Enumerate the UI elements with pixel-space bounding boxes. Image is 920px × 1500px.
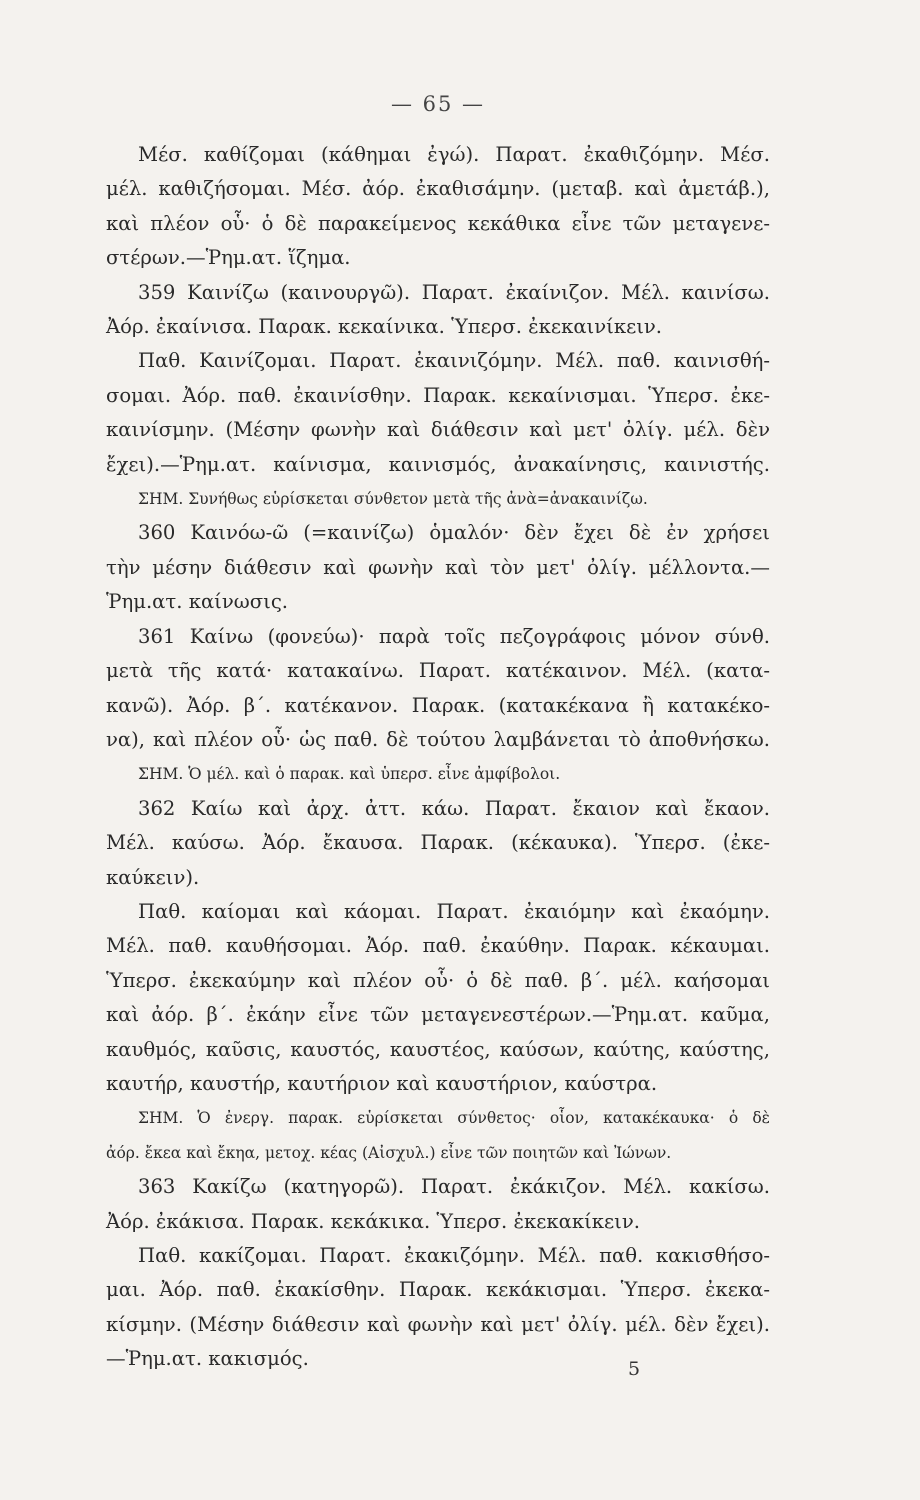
signature-mark: 5 (628, 1358, 641, 1380)
text-line: Παθ. κακίζομαι. Παρατ. ἐκακιζόμην. Μέλ. παθ. κακισθήσο- (138, 1244, 770, 1267)
text-line: καύκειν). (106, 865, 200, 889)
text-line: μετὰ τῆς κατά· κατακαίνω. Παρατ. κατέκαινον. Μέλ. (κατα- (106, 659, 770, 683)
body-text (106, 138, 770, 1377)
text-line: Ῥημ.ατ. καίνωσις. (106, 590, 289, 614)
text-line: 362 Καίω καὶ ἀρχ. ἀττ. κάω. Παρατ. ἔκαιον καὶ ἔκαον. (138, 796, 770, 820)
text-line: Μέλ. παθ. καυθήσομαι. Ἀόρ. παθ. ἐκαύθην. Παρακ. κέκαυμαι. (106, 934, 770, 958)
text-line: στέρων.—Ῥημ.ατ. ἵζημα. (106, 246, 351, 270)
page-number: — 65 — (390, 92, 486, 116)
text-line: καὶ ἀόρ. β΄. ἐκάην εἶνε τῶν μεταγενεστέρων.—Ῥημ.ατ. καῦμα, (106, 1003, 770, 1027)
text-line: Ἀόρ. ἐκαίνισα. Παρακ. κεκαίνικα. Ὑπερσ. ἐκεκαινίκειν. (106, 315, 663, 339)
text-line: Μέλ. καύσω. Ἀόρ. ἔκαυσα. Παρακ. (κέκαυκα). Ὑπερσ. (ἐκε- (106, 831, 770, 855)
text-line: καινίσμην. (Μέσην φωνὴν καὶ διάθεσιν καὶ μετ' ὀλίγ. μέλ. δὲν (106, 418, 770, 442)
text-line: μέλ. καθιζήσομαι. Μέσ. ἀόρ. ἐκαθισάμην. (μεταβ. καὶ ἀμετάβ.), (106, 177, 770, 201)
text-line: Ὑπερσ. ἐκεκαύμην καὶ πλέον οὗ· ὁ δὲ παθ. β΄. μέλ. καήσομαι (106, 968, 770, 992)
text-line: 360 Καινόω-ῶ (=καινίζω) ὁμαλόν· δὲν ἔχει δὲ ἐν χρήσει (138, 521, 770, 545)
text-line: Μέσ. καθίζομαι (κάθημαι ἐγώ). Παρατ. ἐκαθιζόμην. Μέσ. (138, 143, 770, 166)
text-line: ΣΗΜ. Συνήθως εὑρίσκεται σύνθετον μετὰ τῆς ἀνὰ=ἀνακαινίζω. (138, 490, 648, 509)
text-line: να), καὶ πλέον οὗ· ὡς παθ. δὲ τούτου λαμβάνεται τὸ ἀποθνήσκω. (106, 727, 770, 751)
text-line: καυτήρ, καυστήρ, καυτήριον καὶ καυστήριον, καύστρα. (106, 1071, 658, 1095)
text-line: σομαι. Ἀόρ. παθ. ἐκαινίσθην. Παρακ. κεκαίνισμαι. Ὑπερσ. ἐκε- (106, 383, 770, 407)
text-line: 361 Καίνω (φονεύω)· παρὰ τοῖς πεζογράφοις μόνον σύνθ. (138, 624, 770, 648)
text-line: κίσμην. (Μέσην διάθεσιν καὶ φωνὴν καὶ μετ' ὀλίγ. μέλ. δὲν ἔχει). (106, 1312, 770, 1336)
text-line: 363 Κακίζω (κατηγορῶ). Παρατ. ἐκάκιζον. Μέλ. κακίσω. (138, 1175, 770, 1199)
text-line: Παθ. Καινίζομαι. Παρατ. ἐκαινιζόμην. Μέλ. παθ. καινισθή- (138, 349, 770, 373)
text-line: ἔχει).—Ῥημ.ατ. καίνισμα, καινισμός, ἀνακαίνησις, καινιστής. (106, 452, 770, 476)
text-line: καυθμός, καῦσις, καυστός, καυστέος, καύσων, καύτης, καύστης, (106, 1037, 770, 1061)
text-line: Ἀόρ. ἐκάκισα. Παρακ. κεκάκικα. Ὑπερσ. ἐκεκακίκειν. (106, 1209, 640, 1233)
text-line: ἀόρ. ἔκεα καὶ ἔκηα, μετοχ. κέας (Αἰσχυλ.) εἶνε τῶν ποιητῶν καὶ Ἰώνων. (106, 1143, 672, 1162)
text-line: 359 Καινίζω (καινουργῶ). Παρατ. ἐκαίνιζον. Μέλ. καινίσω. (138, 280, 770, 304)
text-line: μαι. Ἀόρ. παθ. ἐκακίσθην. Παρακ. κεκάκισμαι. Ὑπερσ. ἐκεκα- (106, 1278, 770, 1302)
text-line: τὴν μέσην διάθεσιν καὶ φωνὴν καὶ τὸν μετ' ὀλίγ. μέλλοντα.— (106, 555, 770, 579)
text-line: ΣΗΜ. Ὁ ἐνεργ. παρακ. εὑρίσκεται σύνθετος· οἷον, κατακέκαυκα· ὁ δὲ (138, 1109, 770, 1128)
text-line: ΣΗΜ. Ὁ μέλ. καὶ ὁ παρακ. καὶ ὑπερσ. εἶνε ἀμφίβολοι. (138, 765, 561, 784)
text-line: κανῶ). Ἀόρ. β΄. κατέκανον. Παρακ. (κατακέκανα ἢ κατακέκο- (106, 693, 770, 717)
text-line: Παθ. καίομαι καὶ κάομαι. Παρατ. ἐκαιόμην καὶ ἐκαόμην. (138, 899, 770, 923)
text-line: καὶ πλέον οὗ· ὁ δὲ παρακείμενος κεκάθικα εἶνε τῶν μεταγενε- (106, 211, 770, 235)
text-line: —Ῥημ.ατ. κακισμός. (106, 1347, 309, 1371)
